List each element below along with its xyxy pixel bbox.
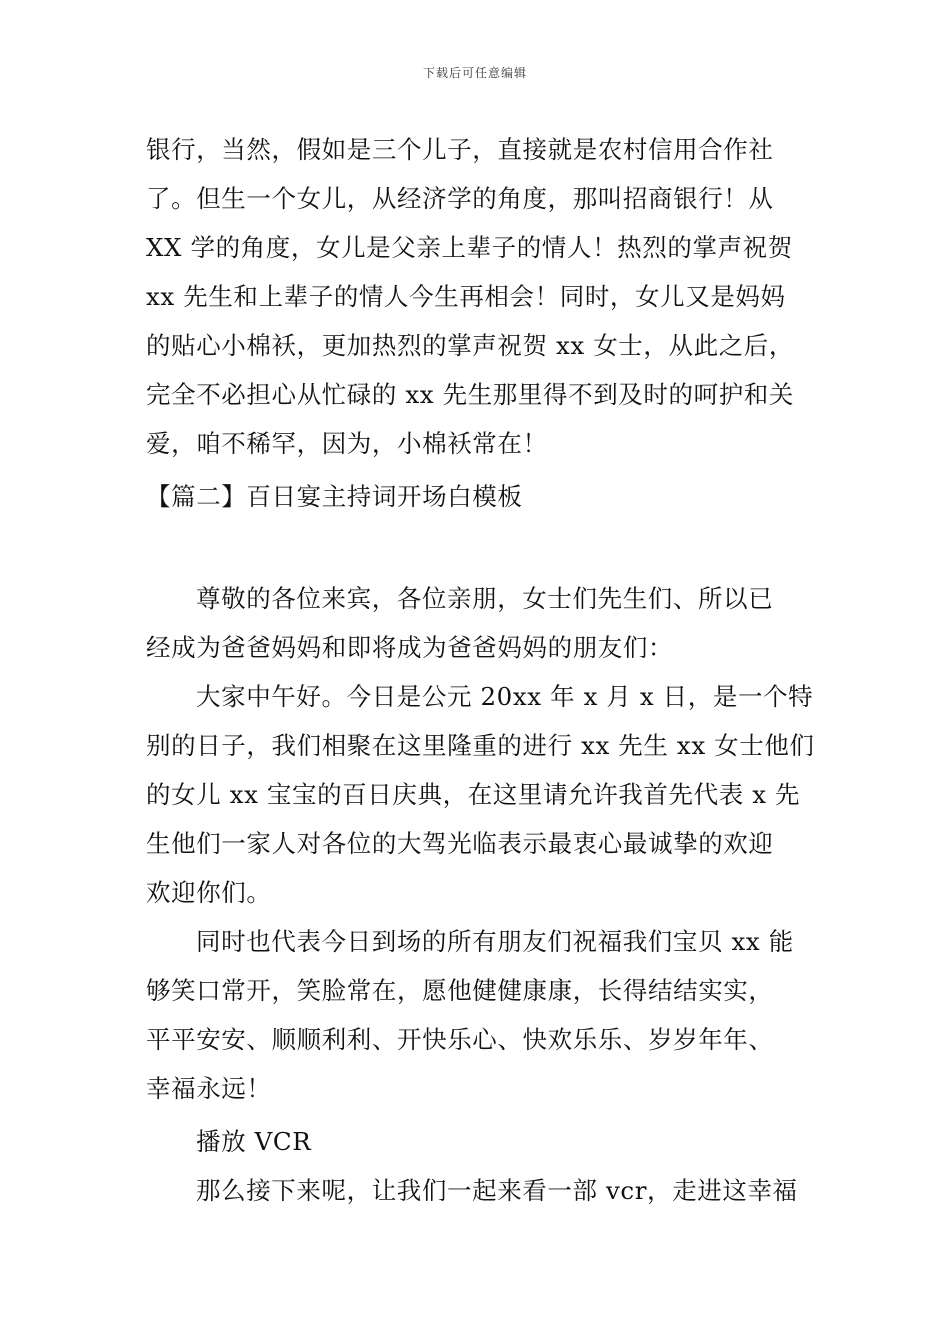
paragraph-start: 那么接下来呢，让我们一起来看一部 vcr，走进这幸福 [196, 1176, 798, 1205]
text-line: 幸福永远！ [146, 1074, 272, 1103]
text-line: 完全不必担心从忙碌的 xx 先生那里得不到及时的呵护和关 [146, 380, 795, 409]
section-heading: 【篇二】百日宴主持词开场白模板 [146, 482, 523, 511]
page-header: 下载后可任意编辑 [422, 66, 527, 80]
paragraph-start: 大家中午好。今日是公元 20xx 年 x 月 x 日，是一个特 [196, 682, 814, 711]
text-line: 了。但生一个女儿，从经济学的角度，那叫招商银行！从 [146, 184, 774, 213]
text-line: 的贴心小棉袄，更加热烈的掌声祝贺 xx 女士，从此之后， [146, 331, 795, 360]
text-line: 经成为爸爸妈妈和即将成为爸爸妈妈的朋友们： [146, 633, 674, 662]
text-line: 欢迎你们。 [146, 878, 272, 907]
text-line: 别的日子，我们相聚在这里隆重的进行 xx 先生 xx 女士他们 [146, 731, 815, 760]
paragraph-start: 同时也代表今日到场的所有朋友们祝福我们宝贝 xx 能 [196, 927, 794, 956]
text-line: 的女儿 xx 宝宝的百日庆典，在这里请允许我首先代表 x 先 [146, 780, 801, 809]
text-line: 爱，咱不稀罕，因为，小棉袄常在！ [146, 429, 548, 458]
paragraph-start: 尊敬的各位来宾，各位亲朋，女士们先生们、所以已 [196, 584, 774, 613]
text-line: 银行，当然，假如是三个儿子，直接就是农村信用合作社 [146, 135, 774, 164]
text-line: 够笑口常开，笑脸常在，愿他健健康康，长得结结实实， [146, 976, 774, 1005]
paragraph-start: 播放 VCR [196, 1127, 312, 1156]
text-line: 平平安安、顺顺利利、开快乐心、快欢乐乐、岁岁年年、 [146, 1025, 774, 1054]
text-line: xx 先生和上辈子的情人今生再相会！同时，女儿又是妈妈 [146, 282, 786, 311]
text-line: 生他们一家人对各位的大驾光临表示最衷心最诚挚的欢迎 [146, 829, 774, 858]
text-line: XX 学的角度，女儿是父亲上辈子的情人！热烈的掌声祝贺 [146, 233, 793, 262]
